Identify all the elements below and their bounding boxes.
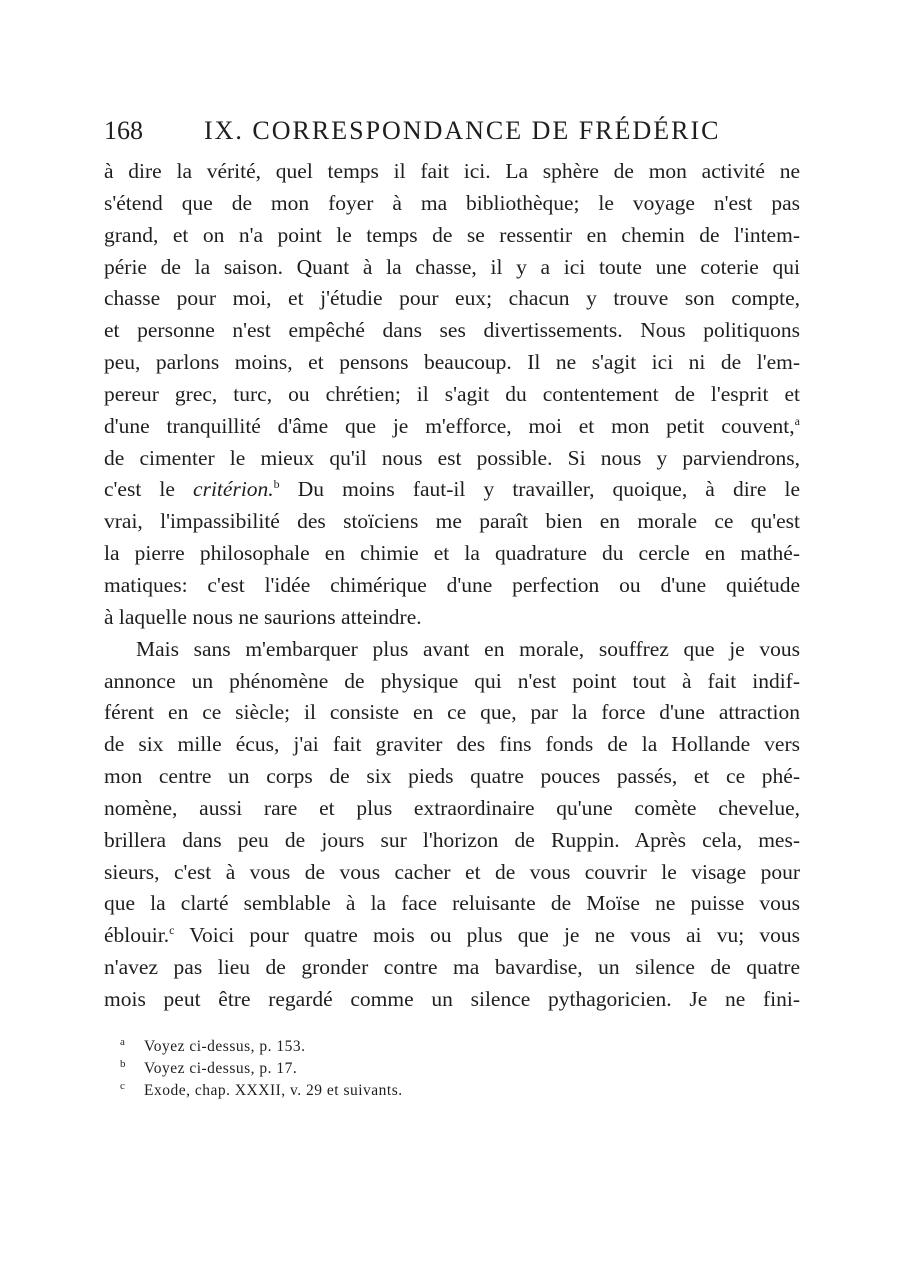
text-line: sieurs, c'est à vous de vous cacher et de vous couvrir le visage pour bbox=[104, 859, 800, 884]
footnote-ref-c[interactable]: c bbox=[169, 923, 175, 938]
footnote-b: b Voyez ci-dessus, p. 17. bbox=[120, 1057, 298, 1077]
text-line bbox=[104, 920, 800, 952]
text-line: férent en ce siècle; il consiste en ce que, par la force d'une attraction bbox=[104, 700, 800, 725]
text-line: de cimenter le mieux qu'il nous est possible. Si nous y parviendrons, bbox=[104, 445, 800, 470]
paragraph-1 bbox=[104, 156, 800, 634]
text-line: brillera dans peu de jours sur l'horizon de Ruppin. Après cela, mes- bbox=[104, 827, 800, 852]
body-text bbox=[104, 156, 800, 1016]
text-line: n'avez pas lieu de gronder contre ma bavardise, un silence de quatre bbox=[104, 955, 800, 980]
text-line: peu, parlons moins, et pensons beaucoup. Il ne s'agit ici ni de l'em- bbox=[104, 350, 800, 375]
text-segment: Voici pour quatre mois ou plus que je ne vous ai vu; vous bbox=[174, 923, 800, 948]
footnote-text: Voyez ci-dessus, p. 17. bbox=[144, 1060, 298, 1077]
footnote-ref-b[interactable]: b bbox=[273, 477, 280, 492]
footnote-a: a Voyez ci-dessus, p. 153. bbox=[120, 1035, 306, 1055]
running-title: IX. CORRESPONDANCE DE FRÉDÉRIC bbox=[204, 116, 721, 145]
text-line: périe de la saison. Quant à la chasse, il y a ici toute une coterie qui bbox=[104, 254, 800, 279]
text-line: à laquelle nous ne saurions atteindre. bbox=[104, 604, 422, 629]
footnote-text: Exode, chap. XXXII, v. 29 et suivants. bbox=[144, 1082, 403, 1099]
text-line: Mais sans m'embarquer plus avant en morale, souffrez que je vous bbox=[136, 636, 800, 661]
text-line: mois peut être regardé comme un silence pythagoricien. Je ne fini- bbox=[104, 986, 800, 1011]
text-line: s'étend que de mon foyer à ma bibliothèque; le voyage n'est pas bbox=[104, 190, 800, 215]
text-segment: c'est le bbox=[104, 477, 194, 502]
footnotes bbox=[120, 1036, 720, 1102]
text-line: chasse pour moi, et j'étudie pour eux; chacun y trouve son compte, bbox=[104, 286, 800, 311]
text-line: vrai, l'impassibilité des stoïciens me paraît bien en morale ce qu'est bbox=[104, 509, 800, 534]
text-line: et personne n'est empêché dans ses divertissements. Nous politiquons bbox=[104, 318, 800, 343]
text-line: de six mille écus, j'ai fait graviter des fins fonds de la Hollande vers bbox=[104, 732, 800, 757]
text-line: annonce un phénomène de physique qui n'est point tout à fait indif- bbox=[104, 668, 800, 693]
running-header bbox=[104, 116, 804, 156]
text-line: que la clarté semblable à la face reluisante de Moïse ne puisse vous bbox=[104, 891, 800, 916]
text-segment: d'une tranquillité d'âme que je m'efforce, moi et mon petit couvent, bbox=[104, 413, 795, 438]
text-line: à dire la vérité, quel temps il fait ici. La sphère de mon activité ne bbox=[104, 159, 800, 183]
text-line bbox=[104, 411, 800, 443]
footnote-text: Voyez ci-dessus, p. 153. bbox=[144, 1038, 306, 1055]
text-segment: éblouir. bbox=[104, 923, 170, 948]
footnote-ref-a[interactable]: a bbox=[794, 413, 800, 428]
text-line: matiques: c'est l'idée chimérique d'une perfection ou d'une quiétude bbox=[104, 572, 800, 597]
text-line: pereur grec, turc, ou chrétien; il s'agit du contentement de l'esprit et bbox=[104, 381, 800, 406]
text-segment: Du moins faut-il y travailler, quoique, à dire le bbox=[279, 477, 800, 502]
text-line: mon centre un corps de six pieds quatre pouces passés, et ce phé- bbox=[104, 764, 800, 789]
text-line: grand, et on n'a point le temps de se ressentir en chemin de l'intem- bbox=[104, 222, 800, 247]
text-line: nomène, aussi rare et plus extraordinaire qu'une comète chevelue, bbox=[104, 795, 800, 820]
paragraph-2 bbox=[104, 634, 800, 1016]
italic-term: critérion. bbox=[193, 477, 274, 502]
text-line: la pierre philosophale en chimie et la quadrature du cercle en mathé- bbox=[104, 541, 800, 566]
footnote-c: c Exode, chap. XXXII, v. 29 et suivants. bbox=[120, 1079, 403, 1099]
page-number: 168 bbox=[104, 116, 143, 145]
text-line bbox=[104, 474, 800, 506]
